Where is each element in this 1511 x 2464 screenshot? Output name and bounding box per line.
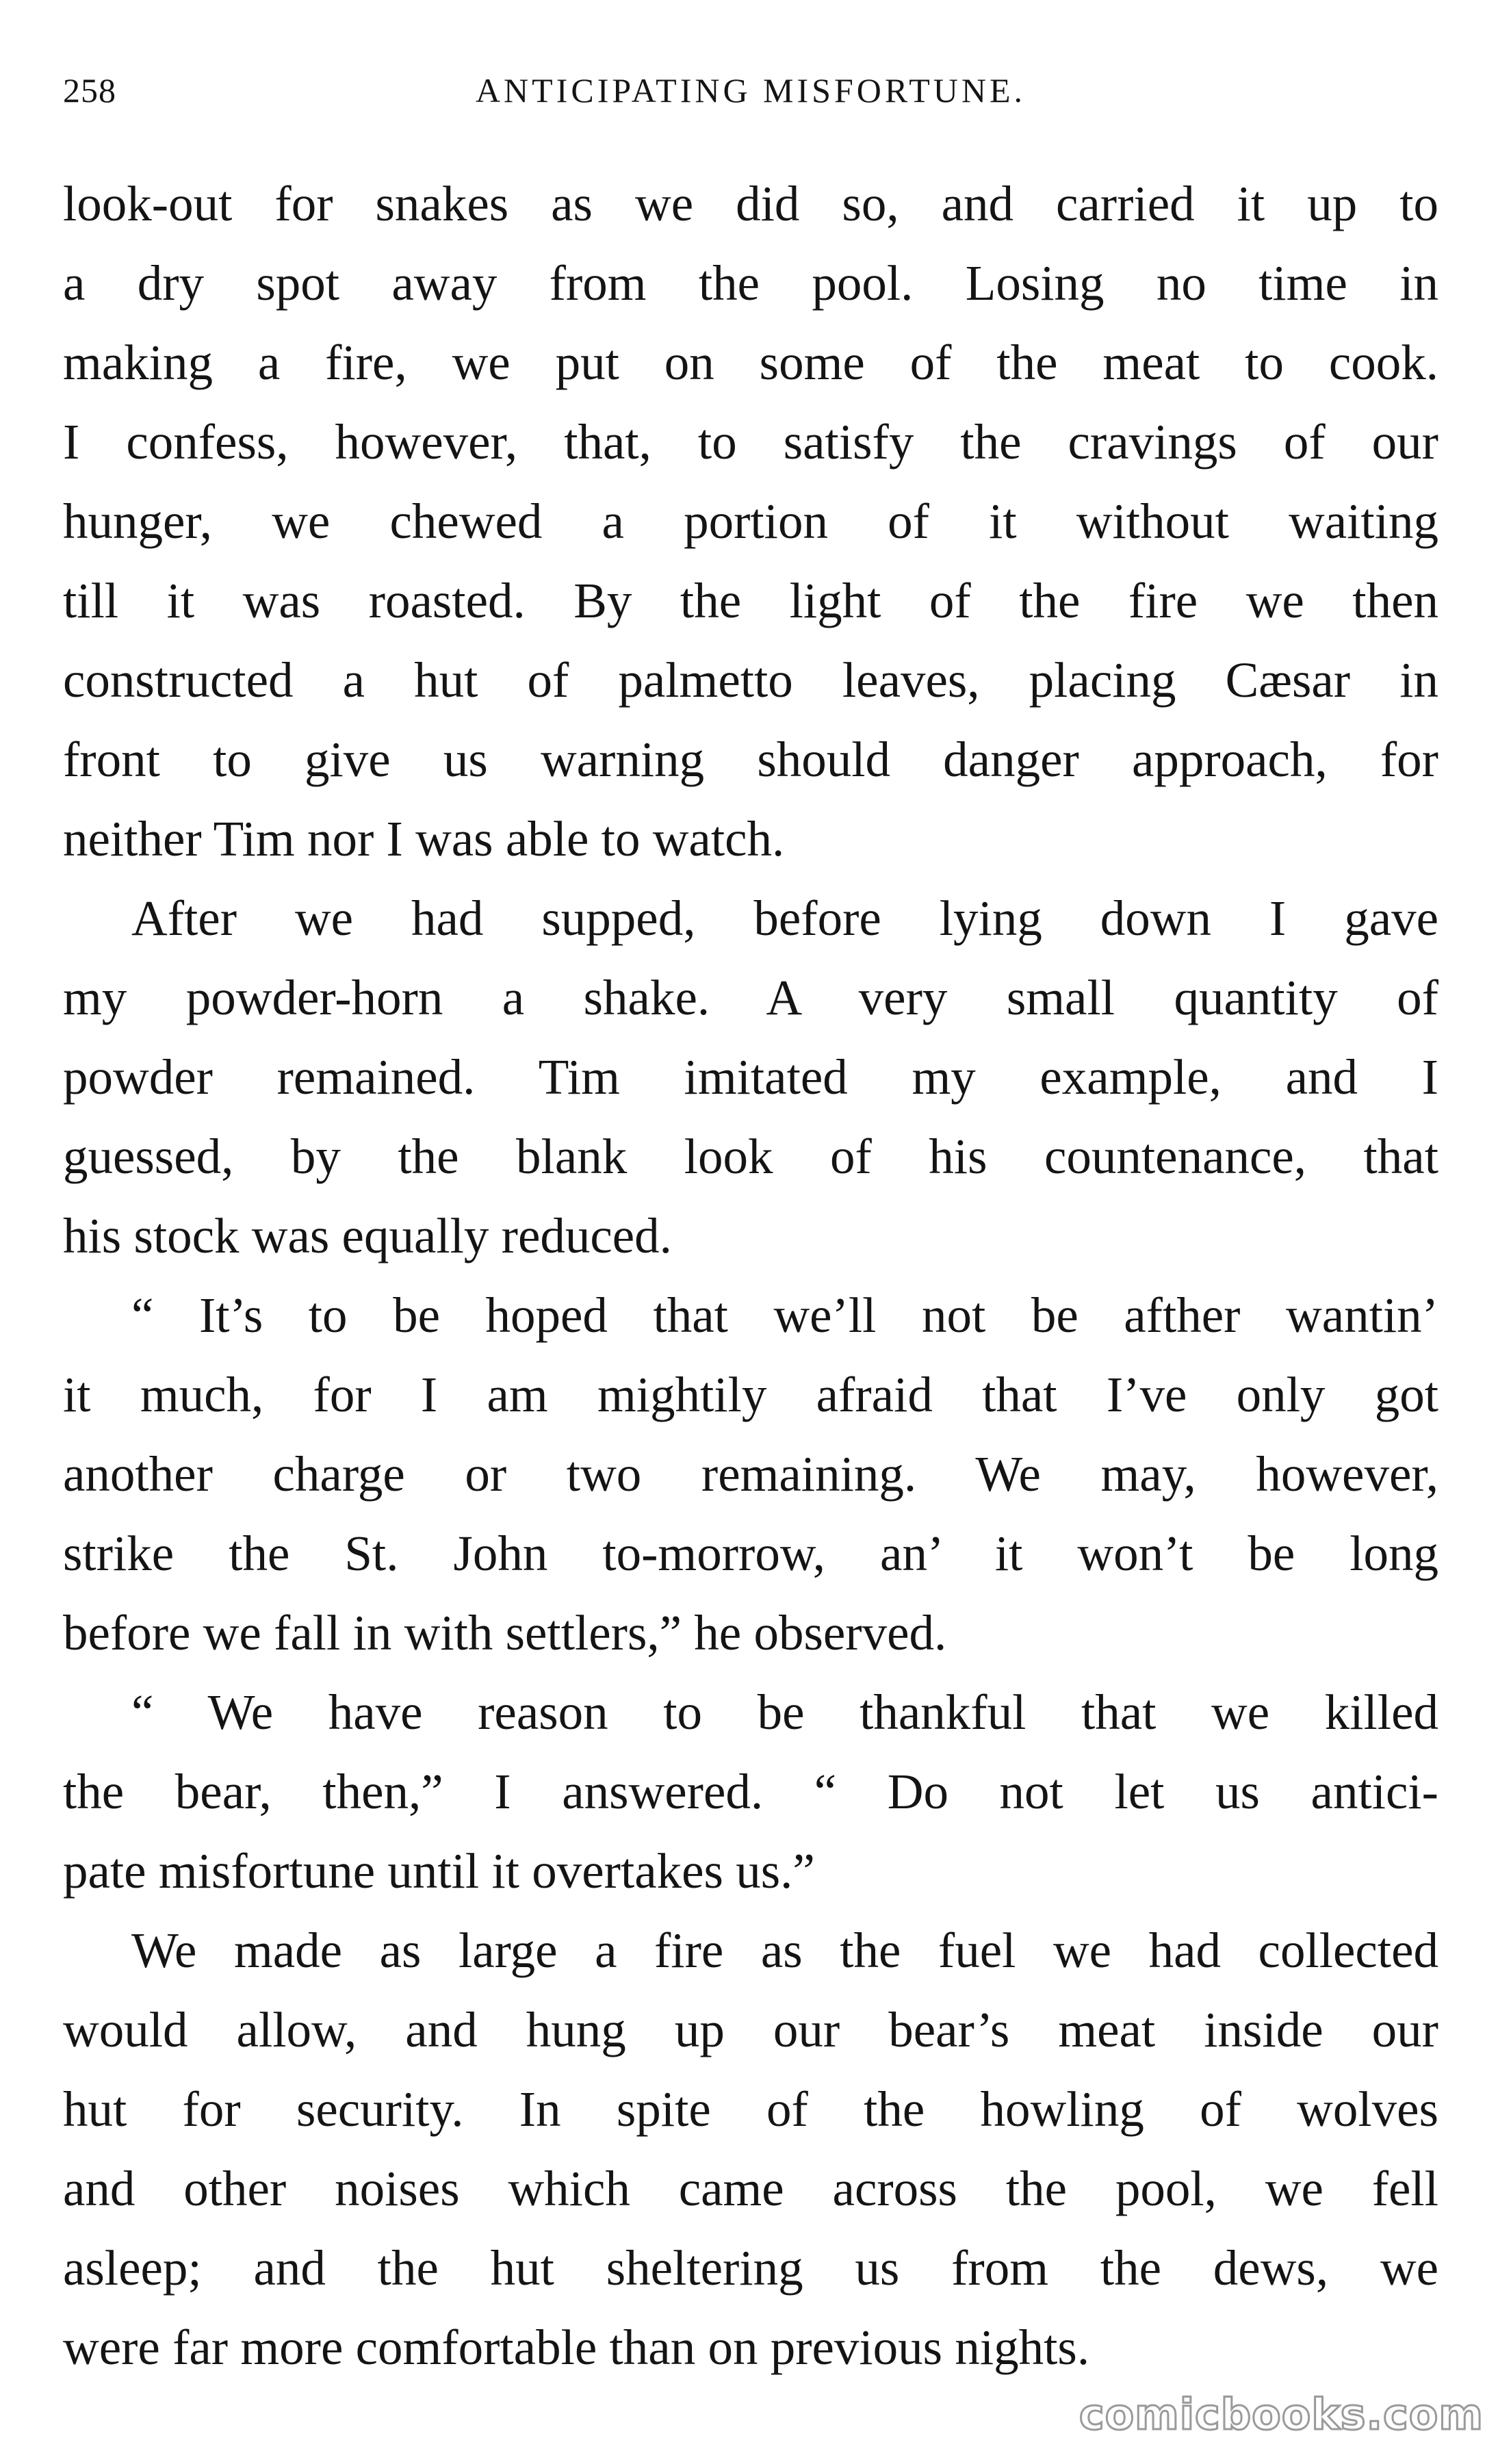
page-number: 258 xyxy=(63,71,116,110)
text-line: constructed a hut of palmetto leaves, placing Cæsar in xyxy=(63,652,1438,708)
paragraph xyxy=(63,164,1438,879)
text-line: making a fire, we put on some of the meat to cook. xyxy=(63,335,1438,390)
text-line: “ It’s to be hoped that we’ll not be afther wantin’ xyxy=(131,1287,1438,1343)
text-line: powder remained. Tim imitated my example, and I xyxy=(63,1049,1438,1105)
text-line: neither Tim nor I was able to watch. xyxy=(63,811,785,867)
text-line: I confess, however, that, to satisfy the cravings of our xyxy=(63,414,1438,470)
text-line: front to give us warning should danger approach, for xyxy=(63,732,1438,787)
text-line: After we had supped, before lying down I gave xyxy=(131,890,1438,946)
text-line: strike the St. John to-morrow, an’ it won’t be long xyxy=(63,1526,1438,1581)
text-line: look-out for snakes as we did so, and carried it up to xyxy=(63,176,1438,231)
text-line: before we fall in with settlers,” he observed. xyxy=(63,1605,947,1660)
text-line: were far more comfortable than on previous nights. xyxy=(63,2320,1090,2375)
text-line: would allow, and hung up our bear’s meat inside our xyxy=(63,2002,1438,2057)
text-line: guessed, by the blank look of his countenance, that xyxy=(63,1129,1438,1184)
text-line: my powder-horn a shake. A very small quantity of xyxy=(63,970,1438,1025)
text-line: “ We have reason to be thankful that we killed xyxy=(131,1684,1438,1740)
text-line: another charge or two remaining. We may, however, xyxy=(63,1446,1438,1502)
text-line: asleep; and the hut sheltering us from the dews, we xyxy=(63,2240,1438,2296)
text-line: till it was roasted. By the light of the fire we then xyxy=(63,573,1438,628)
watermark: comicbooks.com xyxy=(1079,2389,1484,2439)
text-line: hunger, we chewed a portion of it without waiting xyxy=(63,493,1438,549)
text-line: and other noises which came across the pool, we fell xyxy=(63,2161,1438,2216)
paragraph xyxy=(63,879,1438,1276)
text-line: hut for security. In spite of the howling of wolves xyxy=(63,2081,1438,2137)
page-header xyxy=(63,63,1438,118)
paragraph xyxy=(63,1673,1438,1911)
paragraph xyxy=(63,1911,1438,2387)
body-text xyxy=(63,164,1438,2387)
text-line: pate misfortune until it overtakes us.” xyxy=(63,1843,815,1899)
text-line: We made as large a fire as the fuel we had collected xyxy=(131,1923,1438,1978)
running-head: ANTICIPATING MISFORTUNE. xyxy=(475,71,1026,110)
text-line: the bear, then,” I answered. “ Do not let us antici- xyxy=(63,1764,1438,1819)
text-line: a dry spot away from the pool. Losing no time in xyxy=(63,255,1438,311)
text-line: his stock was equally reduced. xyxy=(63,1208,672,1263)
paragraph xyxy=(63,1276,1438,1673)
text-line: it much, for I am mightily afraid that I’ve only got xyxy=(63,1367,1438,1422)
